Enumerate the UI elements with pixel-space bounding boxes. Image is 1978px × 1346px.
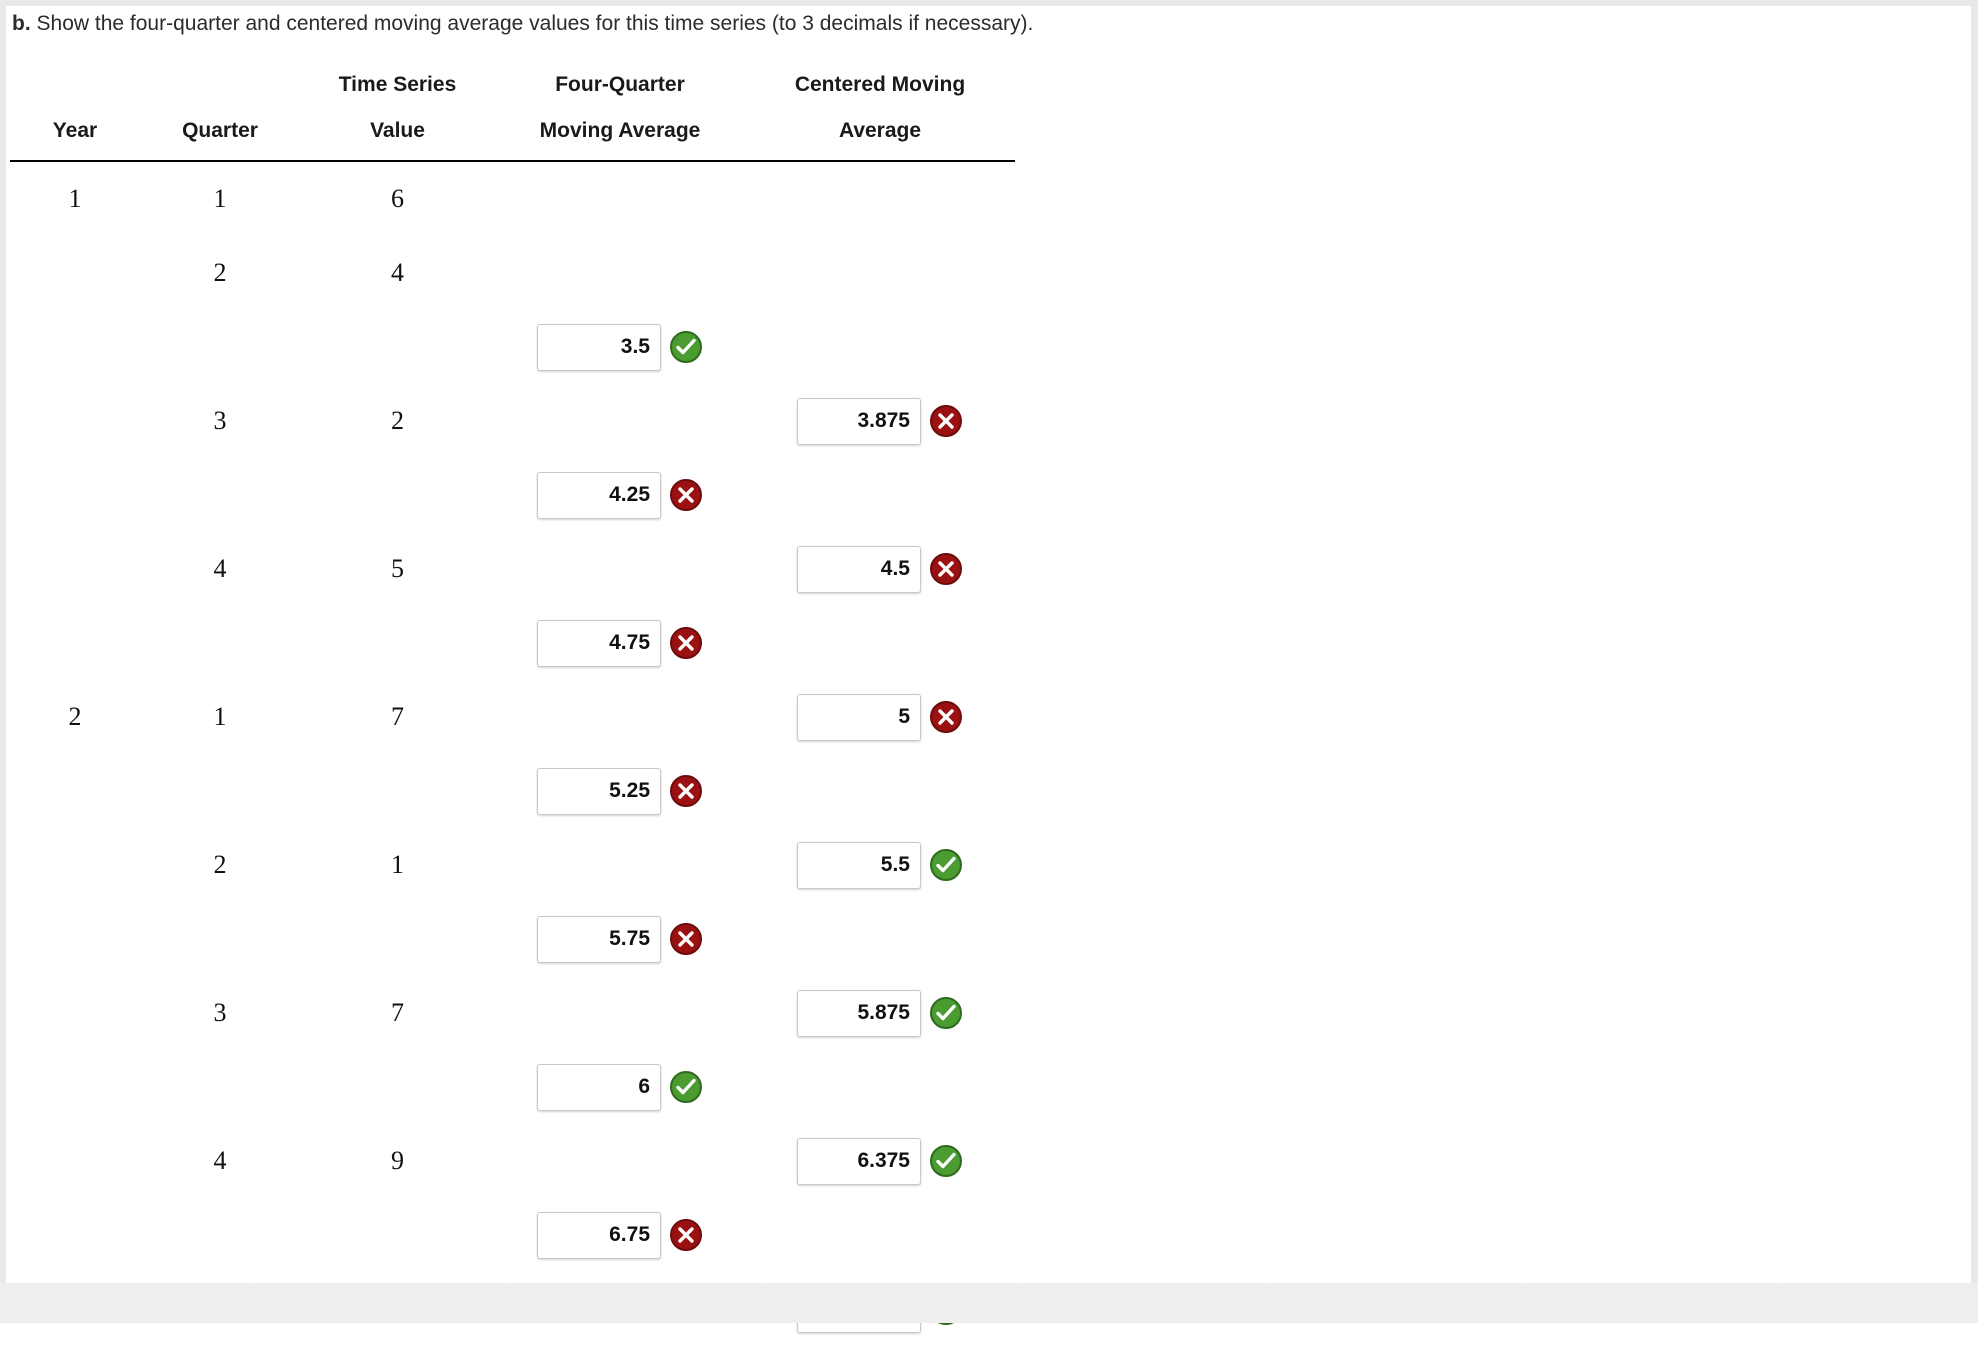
spacer [10, 754, 140, 828]
cell-centered-empty [745, 236, 1015, 310]
centered-answer-cell [745, 828, 1015, 902]
question-text: Show the four-quarter and centered moving average values for this time series (to 3 decimals if necessary). [36, 12, 1034, 35]
spacer [10, 902, 140, 976]
spacer [10, 1050, 140, 1124]
header-centered-line2: Average [745, 110, 1015, 161]
fourquarter-answer-cell [495, 458, 745, 532]
answer-group [537, 324, 703, 371]
header-quarter-spacer [140, 64, 300, 110]
header-timeseries-line1: Time Series [338, 73, 457, 96]
fourquarter-answer-cell [495, 1050, 745, 1124]
spacer [140, 902, 300, 976]
page-bottom-edge [0, 1283, 1978, 1323]
incorrect-icon [929, 700, 963, 734]
spacer [140, 458, 300, 532]
spacer [300, 754, 495, 828]
cell-value: 7 [391, 998, 404, 1027]
spacer [140, 1050, 300, 1124]
table-row [10, 161, 1015, 236]
cell-year [10, 976, 140, 1050]
fourquarter-input[interactable]: 5.75 [537, 916, 661, 963]
fourquarter-input[interactable]: 4.25 [537, 472, 661, 519]
table-row [10, 1124, 1015, 1198]
header-fourquarter-line2: Moving Average [495, 110, 745, 161]
centered-input[interactable]: 3.875 [797, 398, 921, 445]
centered-answer-cell [745, 680, 1015, 754]
answer-group [797, 398, 963, 445]
cell-fourquarter-empty [495, 680, 745, 754]
moving-average-table [10, 64, 1015, 1346]
spacer [140, 1198, 300, 1272]
cell-centered-empty [745, 458, 1015, 532]
incorrect-icon [669, 774, 703, 808]
cell-year [10, 1124, 140, 1198]
table-row-offset [10, 902, 1015, 976]
cell-year [10, 236, 140, 310]
cell-centered-empty [745, 310, 1015, 384]
fourquarter-input[interactable]: 6.75 [537, 1212, 661, 1259]
cell-value: 5 [391, 554, 404, 583]
incorrect-icon [669, 626, 703, 660]
cell-fourquarter-empty [495, 236, 745, 310]
fourquarter-input[interactable]: 6 [537, 1064, 661, 1111]
cell-quarter: 4 [213, 1146, 227, 1175]
header-timeseries-line2: Value [300, 110, 495, 161]
table-row-offset [10, 1198, 1015, 1272]
table-row-offset [10, 606, 1015, 680]
cell-value: 6 [391, 184, 404, 213]
spacer [300, 606, 495, 680]
spacer [10, 1198, 140, 1272]
incorrect-icon [929, 552, 963, 586]
cell-value: 9 [391, 1146, 404, 1175]
answer-group [797, 990, 963, 1037]
cell-fourquarter-empty [495, 1124, 745, 1198]
spacer [300, 458, 495, 532]
header-fourquarter-line1: Four-Quarter [555, 73, 685, 96]
correct-icon [929, 848, 963, 882]
centered-answer-cell [745, 976, 1015, 1050]
cell-centered-empty [745, 161, 1015, 236]
table-row-offset [10, 310, 1015, 384]
cell-centered-empty [745, 1198, 1015, 1272]
incorrect-icon [929, 404, 963, 438]
correct-icon [669, 330, 703, 364]
fourquarter-answer-cell [495, 606, 745, 680]
table-row-offset [10, 458, 1015, 532]
cell-year: 1 [68, 184, 82, 213]
correct-icon [929, 1144, 963, 1178]
header-centered-line1: Centered Moving [794, 73, 966, 96]
cell-fourquarter-empty [495, 828, 745, 902]
spacer [10, 310, 140, 384]
fourquarter-input[interactable]: 5.25 [537, 768, 661, 815]
header-year-spacer [10, 64, 140, 110]
cell-centered-empty [745, 606, 1015, 680]
table-row [10, 532, 1015, 606]
correct-icon [669, 1070, 703, 1104]
cell-quarter: 2 [213, 850, 227, 879]
answer-group [537, 472, 703, 519]
cell-year [10, 532, 140, 606]
fourquarter-answer-cell [495, 310, 745, 384]
centered-input[interactable]: 6.375 [797, 1138, 921, 1185]
answer-group [537, 1064, 703, 1111]
header-quarter: Quarter [140, 110, 300, 161]
spacer [300, 1050, 495, 1124]
answer-group [537, 620, 703, 667]
answer-group [797, 546, 963, 593]
incorrect-icon [669, 478, 703, 512]
cell-centered-empty [745, 902, 1015, 976]
table-row [10, 828, 1015, 902]
fourquarter-answer-cell [495, 754, 745, 828]
fourquarter-answer-cell [495, 1198, 745, 1272]
centered-answer-cell [745, 1124, 1015, 1198]
spacer [140, 606, 300, 680]
page-top-edge [0, 0, 1978, 6]
answer-group [797, 694, 963, 741]
cell-fourquarter-empty [495, 532, 745, 606]
question-label: b. [12, 12, 31, 35]
cell-quarter: 3 [213, 406, 227, 435]
spacer [300, 310, 495, 384]
spacer [140, 310, 300, 384]
table-row [10, 236, 1015, 310]
spacer [10, 606, 140, 680]
table-row [10, 976, 1015, 1050]
fourquarter-input[interactable]: 4.75 [537, 620, 661, 667]
table-row-offset [10, 1050, 1015, 1124]
centered-input[interactable]: 5.5 [797, 842, 921, 889]
cell-value: 1 [391, 850, 404, 879]
spacer [140, 754, 300, 828]
cell-quarter: 2 [213, 258, 227, 287]
answer-group [537, 768, 703, 815]
table-row-offset [10, 754, 1015, 828]
answer-group [537, 916, 703, 963]
centered-input[interactable]: 4.5 [797, 546, 921, 593]
cell-fourquarter-empty [495, 384, 745, 458]
cell-fourquarter-empty [495, 161, 745, 236]
cell-quarter: 1 [213, 184, 227, 213]
centered-input[interactable]: 5 [797, 694, 921, 741]
cell-value: 2 [391, 406, 404, 435]
page-left-edge [0, 0, 6, 1323]
centered-answer-cell [745, 532, 1015, 606]
spacer [10, 458, 140, 532]
cell-value: 4 [391, 258, 404, 287]
header-year: Year [10, 110, 140, 161]
page-right-edge [1971, 0, 1978, 1323]
question-prompt [12, 10, 1033, 38]
cell-quarter: 1 [213, 702, 227, 731]
cell-value: 7 [391, 702, 404, 731]
centered-answer-cell [745, 384, 1015, 458]
cell-quarter: 4 [213, 554, 227, 583]
answer-group [797, 1138, 963, 1185]
table-row [10, 384, 1015, 458]
fourquarter-answer-cell [495, 902, 745, 976]
answer-group [537, 1212, 703, 1259]
cell-year: 2 [68, 702, 82, 731]
spacer [300, 1198, 495, 1272]
cell-year [10, 384, 140, 458]
correct-icon [929, 996, 963, 1030]
spacer [300, 902, 495, 976]
centered-input[interactable]: 5.875 [797, 990, 921, 1037]
incorrect-icon [669, 1218, 703, 1252]
cell-centered-empty [745, 1050, 1015, 1124]
cell-centered-empty [745, 754, 1015, 828]
table-row [10, 680, 1015, 754]
fourquarter-input[interactable]: 3.5 [537, 324, 661, 371]
cell-fourquarter-empty [495, 976, 745, 1050]
cell-quarter: 3 [213, 998, 227, 1027]
cell-year [10, 828, 140, 902]
answer-group [797, 842, 963, 889]
incorrect-icon [669, 922, 703, 956]
